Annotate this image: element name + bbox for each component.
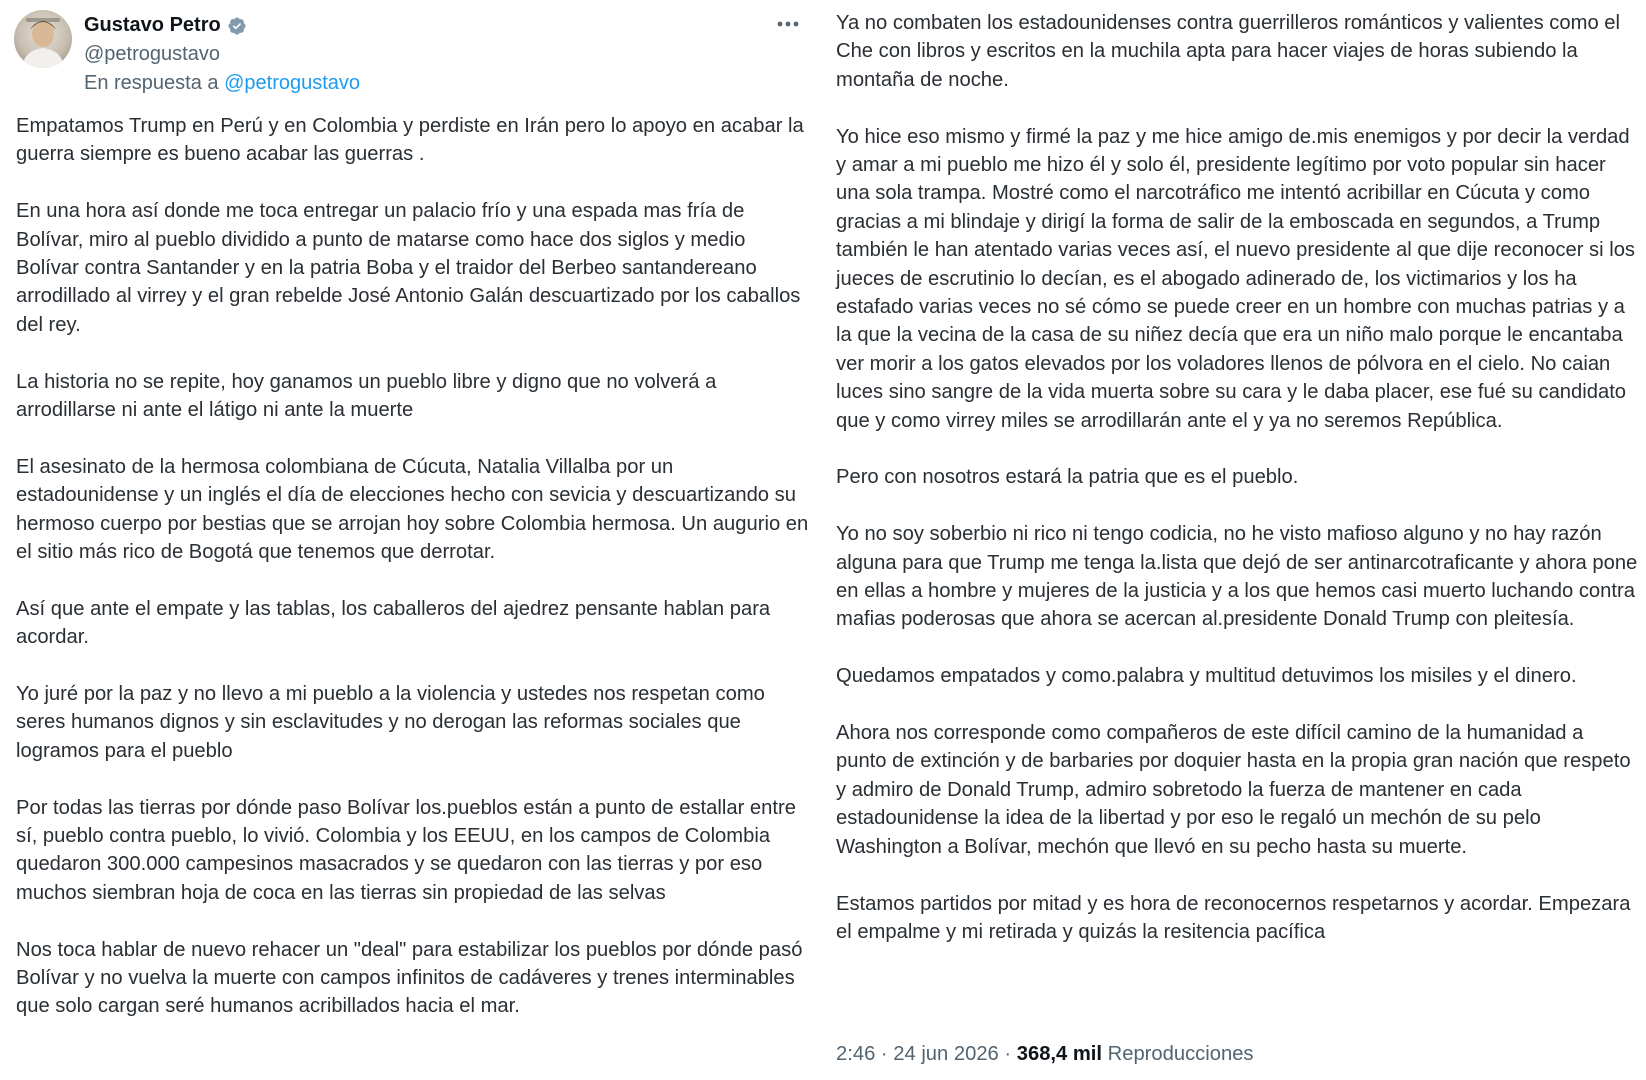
author-display-name[interactable]: Gustavo Petro <box>84 14 221 36</box>
tweet-paragraph: Quedamos empatados y como.palabra y multitud detuvimos los misiles y el dinero. <box>836 665 1577 688</box>
author-name-row <box>84 14 247 37</box>
tweet-paragraph: Por todas las tierras por dónde paso Bolívar los.pueblos están a punto de estallar entre sí, pueblo contra pueblo, lo vivió. Colombia y los EEUU, en los campos de Colombia quedaron 300.000 campesinos masacrados y se quedaron con las tierras y por eso muchos siembran hoja de coca en las tierras sin propiedad de las selvas <box>16 796 796 904</box>
tweet-body-left <box>0 112 820 1021</box>
tweet-paragraph: Estamos partidos por mitad y es hora de reconocernos respetarnos y acordar. Empezara el empalme y mi retirada y quizás la resitencia pacífica <box>836 892 1631 943</box>
author-handle[interactable]: @petrogustavo <box>84 43 220 65</box>
tweet-body-right <box>820 0 1646 946</box>
tweet-paragraph: El asesinato de la hermosa colombiana de Cúcuta, Natalia Villalba por un estadounidense y un inglés el día de elecciones hecho con sevicia y descuartizando su hermoso cuerpo por bestias que se arrojan hoy sobre Colombia hermosa. Un augurio en el sitio más rico de Bogotá que tenemos que derrotar. <box>16 455 809 564</box>
views-label: Reproducciones <box>1107 1043 1254 1065</box>
more-options-button[interactable] <box>770 10 806 38</box>
tweet-left-column <box>0 0 820 1049</box>
tweet-paragraph: Yo hice eso mismo y firmé la paz y me hice amigo de.mis enemigos y por decir la verdad y amar a mi pueblo me hizo él y solo él, presidente legítimo por voto popular sin hacer una sola trampa. Mostré como el narcotráfico me intentó acribillar en Cúcuta y como gracias a mi blindaje y dirigí la forma de salir de la emboscada en segundos, a Trump también le han atentado varias veces así, el nuevo presidente al que dije reconocer si los jueces de escrutinio lo decían, es el abogado adinerado de, los victimarios y los ha estafado varias veces no sé cómo se puede creer en un hombre con muchas patrias y a la que la vecina de la casa de su niñez decía que era un niño malo porque le encantaba ver morir a los gatos elevados por los voladores llenos de pólvora en el cielo. No caian luces sino sangre de la vida muerta sobre su cara y le daba placer, ese fué su candidato que y como virrey miles se arrodillarán ante el y ya no seremos República. <box>836 125 1636 432</box>
reply-context <box>84 72 360 95</box>
tweet-paragraph: Así que ante el empate y las tablas, los caballeros del ajedrez pensante hablan para acordar. <box>16 597 771 649</box>
tweet-time-link[interactable]: 2:46 <box>836 1043 876 1065</box>
tweet-right-column <box>820 0 1646 1065</box>
tweet-paragraph: Nos toca hablar de nuevo rehacer un "deal" para estabilizar los pueblos por dónde pasó Bolívar y no vuelva la muerte con campos infinitos de cadáveres y trenes interminables que solo cargan seré humanos acribillados hacia el mar. <box>16 938 803 1018</box>
tweet-paragraph: Empatamos Trump en Perú y en Colombia y perdiste en Irán pero lo apoyo en acabar la guerra siempre es bueno acabar las guerras . <box>16 115 804 166</box>
tweet-meta <box>836 1043 1254 1066</box>
verified-badge-icon <box>227 16 247 36</box>
tweet-paragraph: La historia no se repite, hoy ganamos un pueblo libre y digno que no volverá a arrodillarse ni ante el látigo ni ante la muerte <box>16 370 717 422</box>
tweet-header <box>0 0 820 112</box>
tweet-date-link[interactable]: 24 jun 2026 <box>893 1043 999 1065</box>
views-count[interactable]: 368,4 mil <box>1016 1043 1103 1065</box>
more-dots-icon <box>776 20 800 28</box>
reply-prefix: En respuesta a <box>84 72 219 94</box>
tweet-paragraph: Pero con nosotros estará la patria que es el pueblo. <box>836 466 1299 489</box>
tweet-paragraph: Ahora nos corresponde como compañeros de este difícil camino de la humanidad a punto de extinción y de barbaries por doquier hasta en la propia gran nación que respeto y admiro de Donald Trump, admiro sobretodo la fuerza de mantener en cada estadounidense la idea de la libertad y por eso le regaló un mechón de su pelo Washington a Bolívar, mechón que llevó en su pecho hasta su muerte. <box>836 722 1631 858</box>
meta-separator: · <box>880 1043 888 1065</box>
avatar[interactable] <box>14 10 72 68</box>
tweet-paragraph: En una hora así donde me toca entregar un palacio frío y una espada mas fría de Bolívar, miro al pueblo dividido a punto de matarse como hace dos siglos y medio Bolívar contra Santander y en la patria Boba y el traidor del Berbeo santandereano arrodillado al virrey y el gran rebelde José Antonio Galán descuartizado por los caballos del rey. <box>16 200 801 336</box>
meta-separator: · <box>1004 1043 1012 1065</box>
avatar-portrait-icon <box>14 10 72 68</box>
reply-mention-link[interactable]: @petrogustavo <box>224 72 361 94</box>
tweet-paragraph: Ya no combaten los estadounidenses contra guerrilleros románticos y valientes como el Che con libros y escritos en la muchila apta para hacer viajes de horas subiendo la montaña de noche. <box>836 12 1620 91</box>
tweet-paragraph: Yo no soy soberbio ni rico ni tengo codicia, no he visto mafioso alguno y no hay razón alguna para que Trump me tenga la.lista que dejó de ser antinarcotraficante y ahora pone en ellas a hombre y mujeres de la justicia y a los que hemos casi muerto luchando contra mafias poderosas que ahora se acercan al.presidente Donald Trump con pleitesía. <box>836 523 1638 631</box>
tweet-paragraph: Yo juré por la paz y no llevo a mi pueblo a la violencia y ustedes nos respetan como seres humanos dignos y sin esclavitudes y no derogan las reformas sociales que logramos para el pueblo <box>16 683 765 762</box>
